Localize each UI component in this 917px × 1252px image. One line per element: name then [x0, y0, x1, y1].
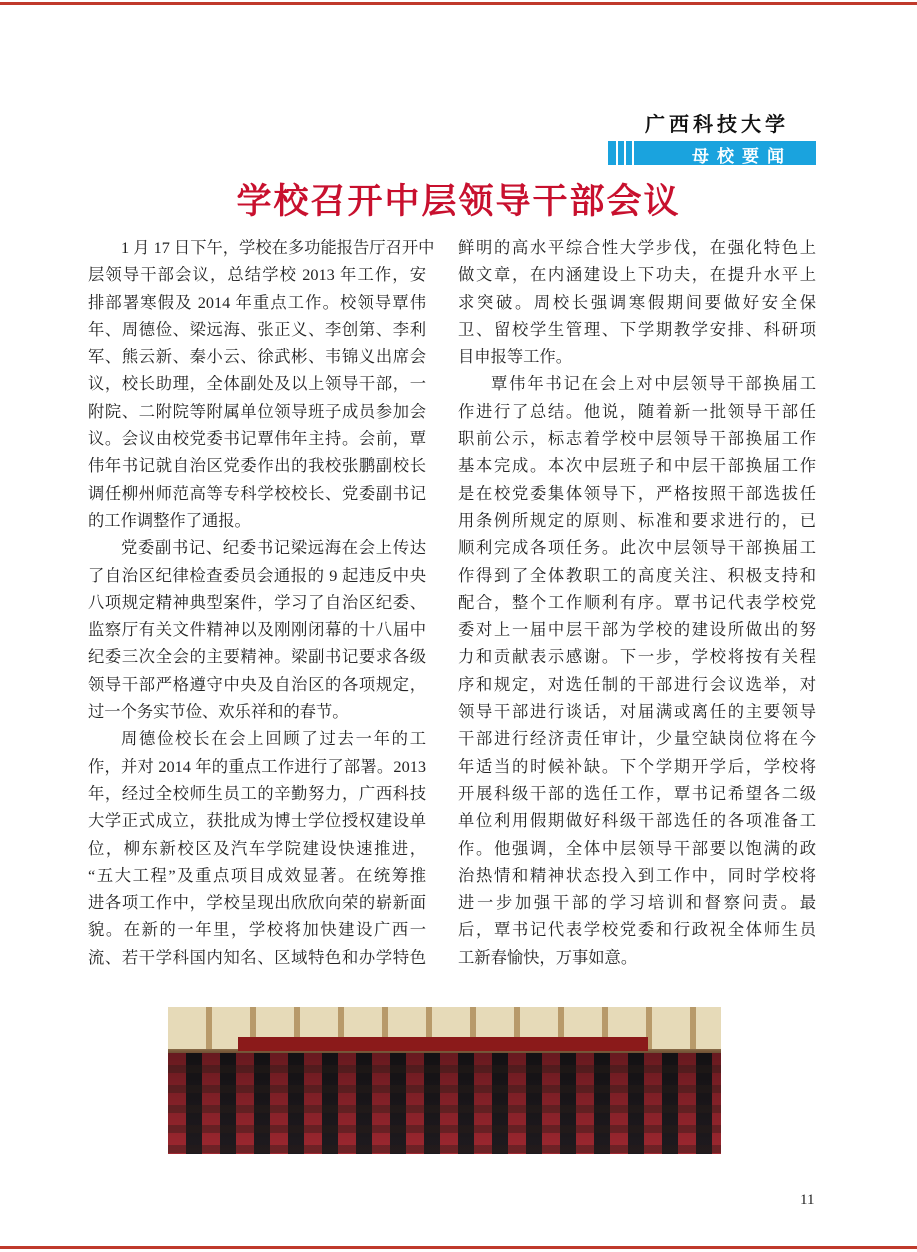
page-number: 11: [800, 1192, 815, 1208]
text-line: 纪委三次全会的主要精神。梁副书记要求各级: [88, 647, 426, 667]
text-line: 目申报等工作。: [458, 347, 572, 367]
text-line: 领导干部进行谈话，对届满或离任的主要领导: [458, 702, 816, 722]
text-line: 年、周德俭、梁远海、张正义、李创第、李利: [88, 319, 426, 339]
text-line: 单位利用假期做好科级干部选任的各项准备工: [458, 811, 816, 831]
text-line: 覃伟年书记在会上对中层领导干部换届工: [491, 374, 816, 394]
text-line: 作得到了全体教职工的高度关注、积极支持和: [458, 565, 816, 585]
text-line: 军、熊云新、秦小云、徐武彬、韦锦义出席会: [88, 347, 426, 367]
text-line: 作，并对 2014 年的重点工作进行了部署。2013: [88, 756, 426, 776]
text-line: 求突破。周校长强调寒假期间要做好安全保: [458, 292, 816, 312]
section-label: 母校要闻: [692, 147, 792, 166]
banner-stripe: [616, 141, 618, 165]
text-line: 治热情和精神状态投入到工作中，同时学校将: [458, 865, 816, 885]
banner-stripe: [624, 141, 626, 165]
text-line: 卫、留校学生管理、下学期教学安排、科研项: [458, 319, 816, 339]
text-line: 做文章，在内涵建设上下功夫，在提升水平上: [458, 265, 816, 285]
text-line: 后，覃书记代表学校党委和行政祝全体师生员: [458, 920, 816, 940]
text-line: 作进行了总结。他说，随着新一批领导干部任: [458, 401, 816, 421]
text-line: 流、若干学科国内知名、区域特色和办学特色: [88, 947, 426, 967]
text-line: 鲜明的高水平综合性大学步伐，在强化特色上: [458, 238, 816, 257]
text-line: 貌。在新的一年里，学校将加快建设广西一: [88, 920, 426, 940]
top-rule: [0, 2, 917, 5]
text-line: 工新春愉快，万事如意。: [458, 947, 638, 967]
text-line: 了自治区纪律检查委员会通报的 9 起违反中央: [88, 565, 426, 585]
text-line: 力和贡献表示感谢。下一步，学校将按有关程: [458, 647, 816, 667]
section-header: [608, 108, 816, 165]
text-line: 周德俭校长在会上回顾了过去一年的工: [121, 729, 426, 749]
text-line: 八项规定精神典型案件，学习了自治区纪委、: [88, 592, 426, 612]
article-column-left: [88, 234, 435, 971]
text-line: 序和规定，对选任制的干部进行会议选举，对: [458, 674, 816, 694]
section-banner: [608, 141, 816, 165]
text-line: 基本完成。本次中层班子和中层干部换届工作: [458, 456, 816, 476]
text-line: 议。会议由校党委书记覃伟年主持。会前，覃: [88, 429, 426, 449]
text-line: 层领导干部会议，总结学校 2013 年工作，安: [88, 265, 426, 285]
text-line: 的工作调整作了通报。: [88, 510, 251, 530]
paragraph: [458, 234, 816, 370]
brand-name: 广西科技大学: [645, 114, 789, 136]
text-line: 大学正式成立，获批成为博士学位授权建设单: [88, 811, 426, 831]
banner-stripe: [632, 141, 634, 165]
paragraph: [88, 234, 435, 534]
text-line: 排部署寒假及 2014 年重点工作。校领导覃伟: [88, 292, 426, 312]
paragraph: [458, 370, 816, 971]
meeting-photo: [168, 1007, 721, 1154]
text-line: 开展科级干部的选任工作，覃书记希望各二级: [458, 783, 816, 803]
text-line: 是在校党委集体领导下，严格按照干部选拔任: [458, 483, 816, 503]
article-title: 学校召开中层领导干部会议: [236, 182, 681, 221]
text-line: 领导干部严格遵守中央及自治区的各项规定，: [88, 674, 426, 694]
text-line: 配合，整个工作顺利有序。覃书记代表学校党: [458, 592, 816, 612]
text-line: 干部进行经济责任审计，少量空缺岗位将在今: [458, 729, 816, 749]
text-line: 用条例所规定的原则、标准和要求进行的，已: [458, 510, 816, 530]
text-line: 议，校长助理，全体副处及以上领导干部，一: [88, 374, 426, 394]
article-column-right: [458, 234, 816, 971]
text-line: 委对上一届中层干部为学校的建设所做出的努: [458, 620, 816, 640]
text-line: 年，经过全校师生员工的辛勤努力，广西科技: [88, 783, 426, 803]
text-line: 附院、二附院等附属单位领导班子成员参加会: [88, 401, 426, 421]
text-line: 位，柳东新校区及汽车学院建设快速推进，: [88, 838, 426, 858]
text-line: 调任柳州师范高等专科学校校长、党委副书记: [88, 483, 426, 503]
photo-shade: [168, 1053, 721, 1154]
text-line: 顺利完成各项任务。此次中层领导干部换届工: [458, 538, 816, 558]
bottom-rule: [0, 1246, 917, 1249]
text-line: 伟年书记就自治区党委作出的我校张鹏副校长: [88, 456, 426, 476]
text-line: 党委副书记、纪委书记梁远海在会上传达: [121, 538, 426, 558]
text-line: 监察厅有关文件精神以及刚刚闭幕的十八届中: [88, 620, 426, 640]
text-line: 过一个务实节俭、欢乐祥和的春节。: [88, 702, 349, 722]
text-line: 进各项工作中，学校呈现出欣欣向荣的崭新面: [88, 893, 426, 913]
text-line: “五大工程”及重点项目成效显著。在统筹推: [88, 865, 426, 885]
text-line: 年适当的时候补缺。下个学期开学后，学校将: [458, 756, 816, 776]
photo-rostrum: [238, 1037, 648, 1051]
paragraph: [88, 534, 426, 725]
text-line: 进一步加强干部的学习培训和督察问责。最: [458, 893, 816, 913]
text-line: 1 月 17 日下午，学校在多功能报告厅召开中: [121, 238, 435, 257]
text-line: 职前公示，标志着学校中层领导干部换届工作: [458, 429, 816, 449]
text-line: 作。他强调，全体中层领导干部要以饱满的政: [458, 838, 816, 858]
paragraph: [88, 725, 426, 971]
